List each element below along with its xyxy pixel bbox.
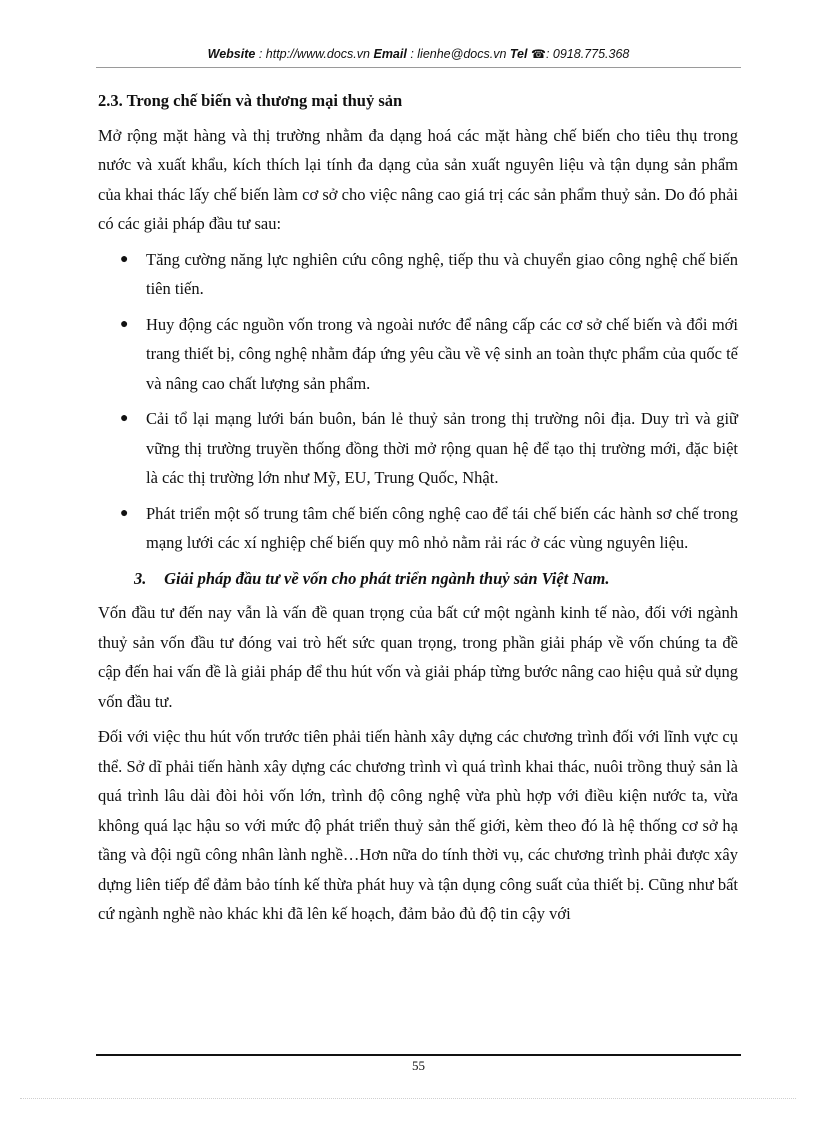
website-value: : http://www.docs.vn [258, 47, 370, 61]
website-label: Website [207, 47, 256, 61]
tel-value: : 0918.775.368 [545, 47, 630, 61]
footer-divider [96, 1054, 741, 1056]
body-paragraph: Vốn đầu tư đến nay vẫn là vấn đề quan trọng của bất cứ một ngành kinh tế nào, đối với ngành thuỷ sản vốn đầu tư đóng vai trò hết sức quan trọng, trong phần giải pháp về vốn chúng ta đề cập đến hai vấn đề là giải pháp để thu hút vốn và giải pháp từng bước nâng cao hiệu quả sử dụng vốn đầu tư. [98, 603, 738, 711]
section-intro-paragraph: Mở rộng mặt hàng và thị trường nhằm đa dạng hoá các mặt hàng chế biến cho tiêu thụ trong nước và xuất khẩu, kích thích lại tính đa dạng của sản xuất nguyên liệu và tận dụng sản phẩm của khai thác lấy chế biến làm cơ sở cho việc nâng cao giá trị các sản phẩm thuỷ sản. Do đó phải có các giải pháp đầu tư sau: [98, 125, 738, 233]
phone-icon: ☎ [530, 47, 546, 61]
bullet-icon: ● [120, 411, 129, 426]
email-value: : lienhe@docs.vn [410, 47, 507, 61]
list-item [98, 310, 738, 399]
list-item-text: Huy động các nguồn vốn trong và ngoài nước để nâng cấp các cơ sở chế biến và đổi mới trang thiết bị, công nghệ nhằm đáp ứng yêu cầu về vệ sinh an toàn thực phẩm của quốc tế và nâng cao chất lượng sản phẩm. [146, 314, 738, 393]
header-divider [96, 67, 741, 68]
bullet-icon: ● [120, 316, 129, 332]
subsection-number: 3. [134, 568, 147, 588]
email-label: Email [373, 47, 407, 61]
body-paragraph: Đối với việc thu hút vốn trước tiên phải tiến hành xây dựng các chương trình đối với lĩnh vực cụ thể. Sở dĩ phải tiến hành xây dựng các chương trình vì quá trình khai thác, nuôi trồng thuỷ sản là quá trình lâu dài đòi hỏi vốn lớn, trình độ công nghệ vừa phù hợp với điều kiện nước ta, vừa không quá lạc hậu so với mức độ phát triển thuỷ sản thế giới, kèm theo đó là hệ thống cơ sở hạ tầng và đội ngũ công nhân lành nghề…Hơn nữa do tính thời vụ, các chương trình phải được xây dựng liên tiếp để đảm bảo tính kế thừa phát huy và tận dụng công suất của thiết bị. Cũng như bất cứ ngành nghề nào khác khi đã lên kế hoạch, đảm bảo đủ độ tin cậy với [98, 727, 738, 923]
page-bottom-edge [20, 1098, 796, 1099]
page-number: 55 [412, 1058, 425, 1073]
page-header [96, 47, 741, 61]
bullet-icon: ● [120, 251, 129, 267]
list-item [98, 404, 738, 493]
list-item [98, 499, 738, 558]
tel-label: Tel [509, 47, 528, 61]
section-heading: 2.3. Trong chế biến và thương mại thuỷ sản [98, 91, 403, 110]
subsection-title: Giải pháp đầu tư về vốn cho phát triển ngành thuỷ sản Việt Nam. [164, 568, 610, 588]
list-item-text: Phát triển một số trung tâm chế biến công nghệ cao để tái chế biến các hành sơ chế trong mạng lưới các xí nghiệp chế biến quy mô nhỏ nằm rải rác ở các vùng nguyên liệu. [146, 503, 738, 552]
bullet-list [98, 245, 738, 558]
subsection-heading [98, 564, 738, 594]
bullet-icon: ● [120, 505, 129, 521]
document-body [98, 86, 738, 935]
list-item-text: Tăng cường năng lực nghiên cứu công nghệ, tiếp thu và chuyển giao công nghệ chế biến tiên tiến. [146, 249, 738, 298]
list-item-text: Cải tổ lại mạng lưới bán buôn, bán lẻ thuỷ sản trong thị trường nôi địa. Duy trì và giữ vững thị trường truyền thống đồng thời mở rộng quan hệ để tạo thị trường mới, đặc biệt là các thị trường lớn như Mỹ, EU, Trung Quốc, Nhật. [146, 409, 738, 487]
list-item [98, 245, 738, 304]
